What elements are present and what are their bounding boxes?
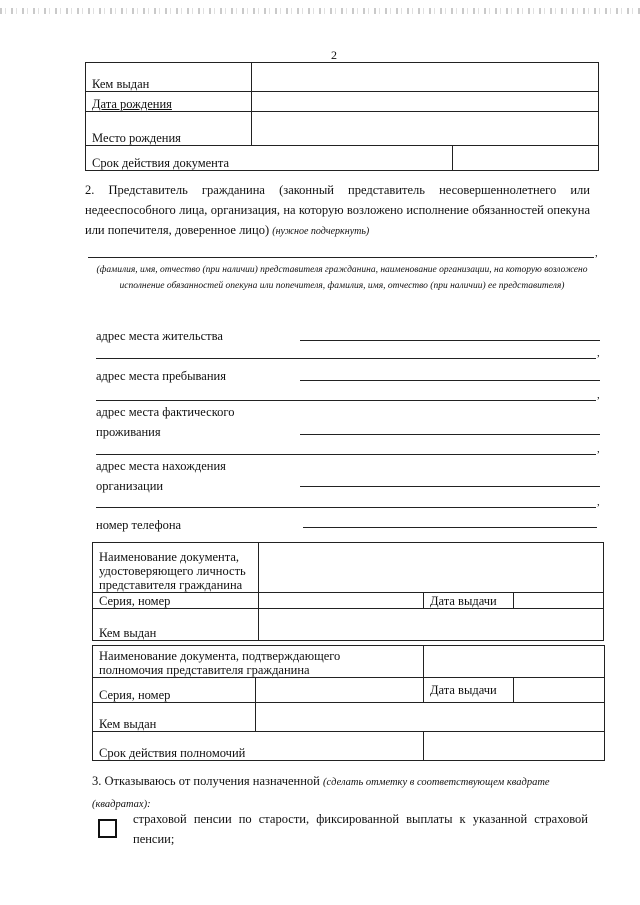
birth-place-label: Место рождения	[86, 112, 252, 146]
birth-place-field[interactable]	[252, 112, 599, 146]
id-series-field[interactable]	[259, 593, 424, 609]
validity-field[interactable]	[453, 146, 599, 171]
id-doc-name-field[interactable]	[259, 543, 604, 593]
birth-date-field[interactable]	[252, 92, 599, 112]
authority-issue-date-label: Дата выдачи	[424, 678, 514, 703]
id-issued-by-field[interactable]	[259, 609, 604, 641]
actual-residence-line-2[interactable]	[96, 454, 596, 455]
id-doc-name-label-2: удостоверяющего личность	[99, 564, 246, 578]
actual-residence-label	[96, 402, 234, 442]
id-issued-by-label: Кем выдан	[93, 609, 259, 641]
comma: ,	[597, 443, 600, 455]
organization-address-label-2: организации	[96, 479, 164, 493]
authority-issue-date-field[interactable]	[514, 678, 605, 703]
page-number: 2	[331, 48, 337, 62]
id-series-label: Серия, номер	[93, 593, 259, 609]
authority-document-table	[92, 645, 605, 761]
authority-doc-name-label	[93, 646, 424, 678]
id-doc-name-label-1: Наименование документа,	[99, 550, 240, 564]
issued-by-field[interactable]	[252, 63, 599, 92]
residence-label: адрес места жительства	[96, 329, 223, 343]
actual-residence-label-2: проживания	[96, 425, 161, 439]
actual-residence-label-1: адрес места фактического	[96, 405, 235, 419]
validity-label: Срок действия документа	[86, 146, 453, 171]
birth-date-label: Дата рождения	[86, 92, 252, 112]
refuse-old-age-pension-label: страховой пенсии по старости, фиксированной выплаты к указанной страховой пенсии;	[133, 812, 588, 846]
id-doc-name-label	[93, 543, 259, 593]
phone-line[interactable]	[303, 527, 597, 528]
refuse-old-age-pension-checkbox[interactable]	[98, 819, 117, 838]
residence-line-2[interactable]	[96, 358, 596, 359]
authority-issued-by-label: Кем выдан	[93, 703, 256, 732]
section-2-body: 2. Представитель гражданина (законный представитель несовершеннолетнего или недееспособного лица, организация, на которую возложено исполнение обязанностей опекуна или попечителя, доверенное лицо)	[85, 183, 590, 237]
section-2-text	[85, 180, 590, 242]
scan-noise	[0, 8, 640, 14]
stay-label: адрес места пребывания	[96, 369, 226, 383]
residence-line-1[interactable]	[300, 340, 600, 341]
authority-doc-name-label-1: Наименование документа, подтверждающего	[99, 649, 341, 663]
representative-name-note: (фамилия, имя, отчество (при наличии) представителя гражданина, наименование организации, на которую возложено исполнение обязанностей опекуна или попечителя, фамилия, имя, отчество (при наличии) ее представителя)	[96, 265, 588, 291]
authority-doc-name-label-2: полномочия представителя гражданина	[99, 663, 310, 677]
phone-label: номер телефона	[96, 518, 182, 532]
issued-by-label: Кем выдан	[86, 63, 252, 92]
stay-line-2[interactable]	[96, 400, 596, 401]
applicant-document-table	[85, 62, 599, 171]
stay-line-1[interactable]	[300, 380, 600, 381]
authority-series-field[interactable]	[256, 678, 424, 703]
id-doc-name-label-3: представителя гражданина	[99, 578, 243, 592]
id-issue-date-label: Дата выдачи	[424, 593, 514, 609]
organization-address-line-2[interactable]	[96, 507, 596, 508]
organization-address-label	[96, 456, 226, 496]
id-issue-date-field[interactable]	[514, 593, 604, 609]
comma: ,	[597, 389, 600, 401]
representative-name-line[interactable]	[88, 257, 594, 258]
organization-address-line-1[interactable]	[300, 486, 600, 487]
authority-issued-by-field[interactable]	[256, 703, 605, 732]
organization-address-label-1: адрес места нахождения	[96, 459, 226, 473]
authority-series-label: Серия, номер	[93, 678, 256, 703]
comma: ,	[597, 347, 600, 359]
authority-doc-name-field[interactable]	[424, 646, 605, 678]
section-3-body: 3. Отказываюсь от получения назначенной	[92, 774, 320, 788]
comma: ,	[595, 247, 598, 259]
comma: ,	[597, 496, 600, 508]
section-3-hint: (сделать отметку в соответствующем квадрате (квадратах):	[92, 777, 550, 810]
section-2-hint: (нужное подчеркнуть)	[272, 226, 370, 237]
representative-id-table	[92, 542, 604, 641]
authority-validity-label: Срок действия полномочий	[93, 732, 424, 761]
authority-validity-field[interactable]	[424, 732, 605, 761]
actual-residence-line-1[interactable]	[300, 434, 600, 435]
